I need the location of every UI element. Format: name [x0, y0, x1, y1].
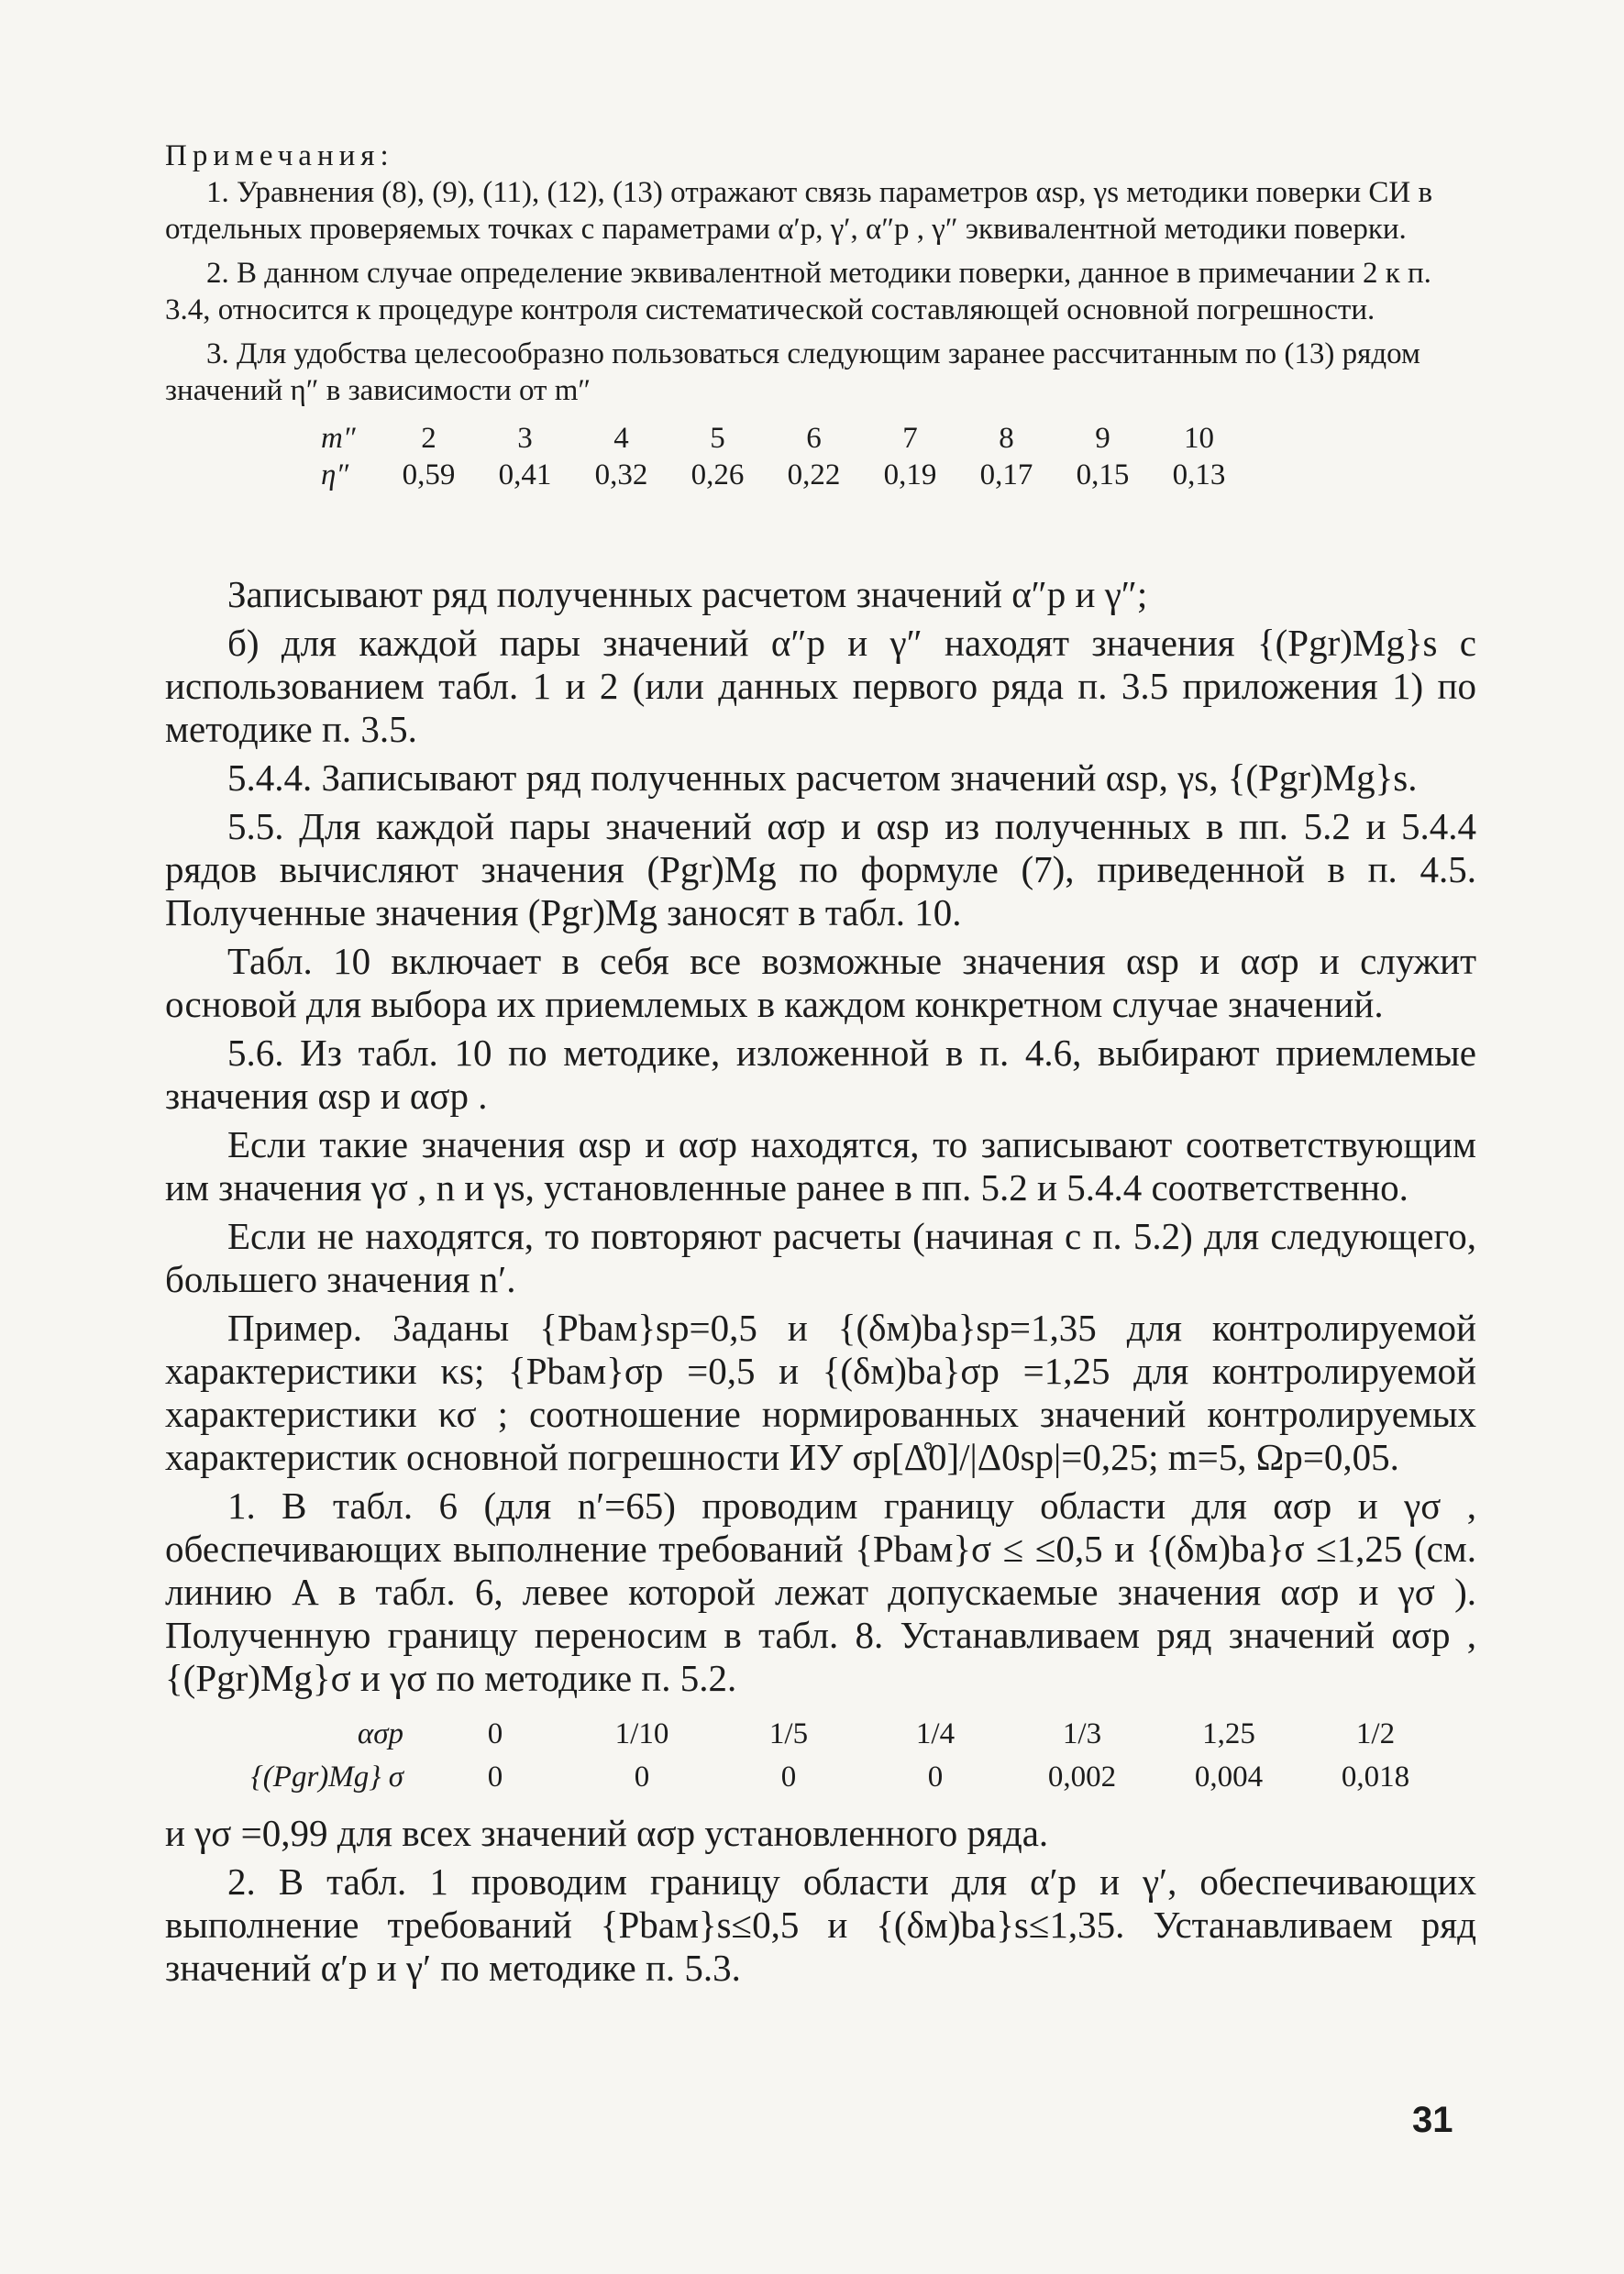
note-1: 1. Уравнения (8), (9), (11), (12), (13) отражают связь параметров αsp, γs методики поверки СИ в отдельных проверяемых точках с параметрами α′p, γ′, α″p , γ″ эквивалентной методики поверки.: [165, 176, 1433, 246]
eta-table-cell: 0,59: [402, 458, 456, 491]
alpha-table-cell: 1,25: [1202, 1717, 1255, 1750]
alpha-table-cell: 0: [634, 1761, 650, 1794]
paragraph: Табл. 10 включает в себя все возможные значения αsp и ασp и служит основой для выбора их приемлемых в каждом конкретном случае значений.: [165, 940, 1476, 1025]
eta-table-cell: 0,15: [1076, 458, 1130, 491]
alpha-table-cell: 0,018: [1341, 1761, 1410, 1794]
paragraph: 5.6. Из табл. 10 по методике, изложенной в п. 4.6, выбирают приемлемые значения αsp и ασp .: [165, 1032, 1476, 1117]
paragraph: 1. В табл. 6 (для n′=65) проводим границу области для ασp и γσ , обеспечивающих выполнение требований {Pbaм}σ ≤ ≤0,5 и {(δм)ba}σ ≤1,25 (см. линию А в табл. 6, левее которой лежат допускаемые значения ασp и γσ ). Полученную границу переносим в табл. 8. Устанавливаем ряд значений ασp , {(Pgr)Mg}σ и γσ по методике п. 5.2.: [165, 1485, 1476, 1699]
alpha-table-row-alpha: [220, 1713, 1449, 1756]
note-3: 3. Для удобства целесообразно пользоваться следующим заранее рассчитанным по (13) рядом значений η″ в зависимости от m″: [165, 337, 1420, 407]
alpha-table-row-label: {(Pgr)Mg} σ: [250, 1761, 403, 1794]
eta-table-cell: 6: [806, 422, 822, 455]
alpha-table-cell: 1/4: [915, 1717, 956, 1750]
alpha-table: [220, 1713, 1449, 1799]
eta-table-cell: 0,13: [1172, 458, 1226, 491]
eta-table-row-label: m″: [321, 422, 356, 455]
paragraph: Если такие значения αsp и ασp находятся, то записывают соответствующим им значения γσ , n и γs, установленные ранее в пп. 5.2 и 5.4.4 соответственно.: [165, 1123, 1476, 1209]
eta-table-cell: 2: [421, 422, 436, 455]
alpha-table-cell: 0: [487, 1761, 503, 1794]
eta-table-cell: 0,41: [498, 458, 552, 491]
eta-table-cell: 8: [999, 422, 1014, 455]
paragraph: Если не находятся, то повторяют расчеты (начиная с п. 5.2) для следующего, большего значения n′.: [165, 1215, 1476, 1300]
eta-table-cell: 0,17: [979, 458, 1033, 491]
alpha-table-row-pgr: [220, 1756, 1449, 1799]
eta-table-cell: 10: [1184, 422, 1214, 455]
eta-table-cell: 9: [1095, 422, 1110, 455]
alpha-table-cell: 1/10: [614, 1717, 669, 1750]
eta-table-cell: 0,26: [690, 458, 745, 491]
paragraph: 5.4.4. Записывают ряд полученных расчетом значений αsp, γs, {(Pgr)Mg}s.: [227, 756, 1418, 799]
paragraph: и γσ =0,99 для всех значений ασp установленного ряда.: [165, 1812, 1049, 1854]
alpha-table-cell: 1/3: [1062, 1717, 1102, 1750]
main-text: [165, 573, 1476, 1995]
eta-table-cell: 0,19: [883, 458, 937, 491]
page-number: 31: [1412, 2100, 1453, 2140]
paragraph: Записывают ряд полученных расчетом значений α″p и γ″;: [227, 573, 1148, 615]
alpha-table-row-label: ασp: [357, 1717, 403, 1750]
eta-table-row-m: [321, 420, 1247, 457]
paragraph: 2. В табл. 1 проводим границу области для α′p и γ′, обеспечивающих выполнение требований {Pbaм}s≤0,5 и {(δм)ba}s≤1,35. Устанавливаем ряд значений α′p и γ′ по методике п. 5.3.: [165, 1860, 1476, 1989]
paragraph: 5.5. Для каждой пары значений ασp и αsp из полученных в пп. 5.2 и 5.4.4 рядов вычисляют значения (Pgr)Mg по формуле (7), приведенной в п. 4.5. Полученные значения (Pgr)Mg заносят в табл. 10.: [165, 805, 1476, 933]
notes-heading: Примечания:: [165, 139, 394, 172]
alpha-table-cell: 1/5: [768, 1717, 809, 1750]
eta-table: [321, 420, 1247, 493]
alpha-table-cell: 0: [487, 1717, 503, 1750]
alpha-table-cell: 0: [780, 1761, 797, 1794]
eta-table-cell: 5: [710, 422, 725, 455]
alpha-table-cell: 0,002: [1047, 1761, 1117, 1794]
eta-table-cell: 0,32: [594, 458, 648, 491]
eta-table-row-eta: [321, 457, 1247, 493]
notes-block: [165, 138, 1476, 493]
example-paragraph: Пример. Заданы {Pbaм}sp=0,5 и {(δм)ba}sp=1,35 для контролируемой характеристики κs; {Pbaм}σp =0,5 и {(δм)ba}σp =1,25 для контролируемой характеристики κσ ; соотношение нормированных значений контролируемых характеристик основной погрешности ИУ σp[Δ̊0]/|Δ0sp|=0,25; m=5, Ωp=0,05.: [165, 1307, 1476, 1478]
eta-table-cell: 3: [517, 422, 533, 455]
eta-table-row-label: η″: [321, 458, 349, 491]
eta-table-cell: 0,22: [787, 458, 841, 491]
alpha-table-cell: 0: [927, 1761, 944, 1794]
alpha-table-cell: 1/2: [1355, 1717, 1396, 1750]
eta-table-cell: 4: [613, 422, 629, 455]
eta-table-cell: 7: [902, 422, 918, 455]
paragraph: б) для каждой пары значений α″p и γ″ находят значения {(Pgr)Mg}s с использованием табл. 1 и 2 (или данных первого ряда п. 3.5 приложения 1) по методике п. 3.5.: [165, 622, 1476, 750]
note-2: 2. В данном случае определение эквивалентной методики поверки, данное в примечании 2 к п. 3.4, относится к процедуре контроля систематической составляющей основной погрешности.: [165, 257, 1431, 326]
alpha-table-cell: 0,004: [1194, 1761, 1264, 1794]
